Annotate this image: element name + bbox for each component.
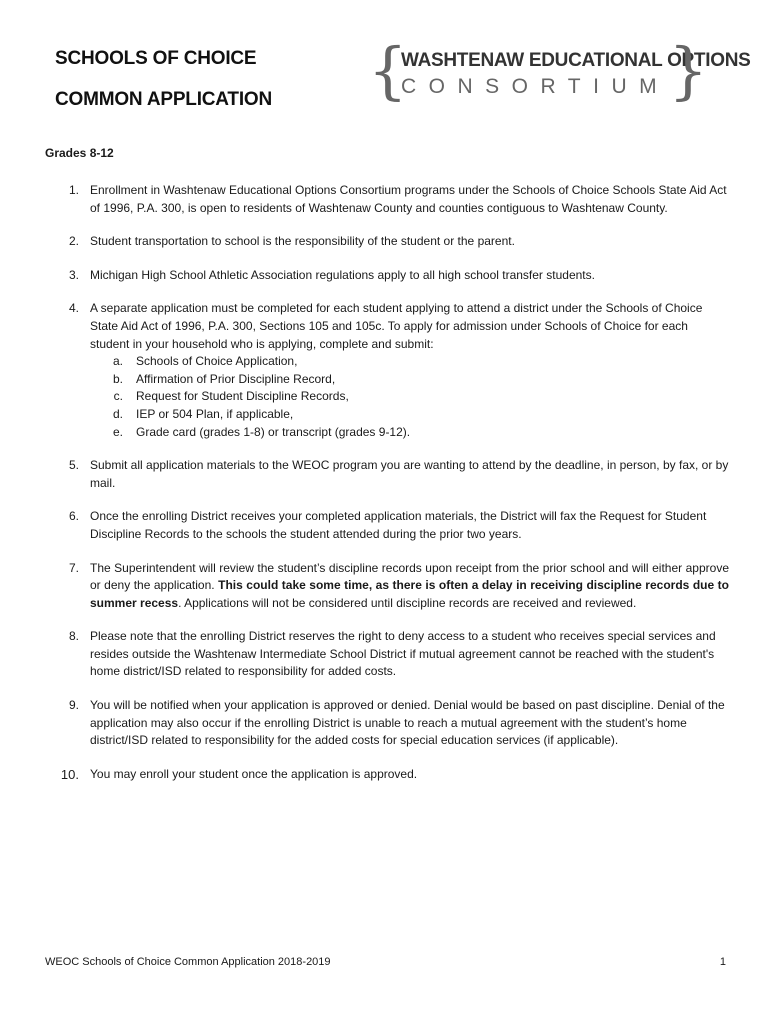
item-text: A separate application must be completed for each student applying to attend a district under the Schools of Choice State Aid Act of 1996, P.A. 300, Sections 105 and 105c. To apply for admission under Schools of Choice for each student in your household who is applying, complete and submit:: [90, 301, 703, 351]
logo-right-brace: }: [668, 34, 708, 107]
grades-label: Grades 8-12: [45, 146, 114, 160]
item-body: [90, 300, 729, 441]
item-number: 1.: [68, 183, 79, 197]
footer-document-title: WEOC Schools of Choice Common Application 2018-2019: [45, 956, 331, 968]
sub-item-letter: a.: [112, 354, 123, 369]
list-item-3: [45, 267, 729, 285]
sub-item-text: Schools of Choice Application,: [136, 354, 298, 369]
item-text-after: . Applications will not be considered until discipline records are received and reviewed.: [178, 595, 637, 610]
logo-line2: CONSORTIUM: [401, 75, 670, 98]
list-item-9: [45, 697, 729, 750]
list-item-8: [45, 628, 729, 681]
item-number: 8.: [68, 629, 79, 644]
item-text: You may enroll your student once the application is approved.: [90, 766, 418, 781]
page-title-line2: COMMON APPLICATION: [55, 89, 272, 110]
sub-item: [90, 406, 729, 424]
list-item-1: [45, 182, 729, 217]
item-number: 5.: [68, 458, 79, 473]
item-number: 10.: [60, 766, 79, 782]
sub-item: [90, 353, 729, 371]
item-text-before: The Superintendent will review the student’s discipline records upon receipt from the prior school and will either approve or deny the application.: [90, 560, 729, 593]
weoc-logo: [368, 34, 751, 110]
item-text: Michigan High School Athletic Association regulations apply to all high school transfer students.: [90, 267, 595, 282]
item-text: You will be notified when your application is approved or denied. Denial would be based on past discipline. Denial of the application may also occur if the enrolling District is unable to reach a mutual agreement with the student’s home district/ISD related to responsibility for the added costs for special education services (if applicable).: [90, 698, 725, 748]
list-item-10: [45, 766, 729, 784]
item-number: 2.: [68, 234, 79, 249]
requirements-list: [45, 182, 729, 799]
item-number: 4.: [68, 301, 79, 316]
sub-item-letter: b.: [112, 371, 123, 386]
item-number: 9.: [68, 698, 79, 713]
list-item-2: [45, 233, 729, 251]
item-number: 7.: [68, 560, 79, 575]
list-item-4: [45, 300, 729, 441]
item-text-bold: This could take some time, as there is often a delay in receiving discipline records due to summer recess: [90, 578, 730, 610]
sub-list: [90, 353, 729, 441]
item-text: Submit all application materials to the WEOC program you are wanting to attend by the deadline, in person, by fax, or by mail.: [90, 458, 729, 490]
list-item-7: [45, 560, 729, 613]
footer-page-number: 1: [719, 956, 726, 968]
sub-item-text: Affirmation of Prior Discipline Record,: [136, 371, 336, 386]
sub-item-text: IEP or 504 Plan, if applicable,: [136, 406, 294, 421]
page-title-line1: SCHOOLS OF CHOICE: [55, 48, 257, 69]
sub-item-text: Grade card (grades 1-8) or transcript (grades 9-12).: [136, 424, 411, 439]
sub-item-letter: c.: [113, 389, 123, 404]
item-text: Student transportation to school is the responsibility of the student or the parent.: [90, 234, 515, 249]
list-item-6: [45, 508, 729, 543]
item-number: 3.: [68, 267, 79, 282]
sub-item-letter: e.: [112, 424, 123, 439]
sub-item: [90, 388, 729, 406]
logo-left-brace: {: [368, 34, 408, 107]
sub-item-text: Request for Student Discipline Records,: [136, 389, 349, 404]
list-item-5: [45, 457, 729, 492]
item-text: Please note that the enrolling District reserves the right to deny access to a student who receives special services and resides outside the Washtenaw Intermediate School District if mutual agreement cannot be reached with the student's home district/ISD related to responsibility for added costs.: [90, 629, 716, 679]
logo-line1: WASHTENAW EDUCATIONAL OPTIONS: [401, 50, 751, 71]
sub-item-letter: d.: [112, 406, 123, 421]
sub-item: [90, 371, 729, 389]
sub-item: [90, 424, 729, 442]
item-text: [90, 560, 729, 613]
item-text: Once the enrolling District receives your completed application materials, the District will fax the Request for Student Discipline Records to the schools the student attended during the prior two years.: [90, 509, 707, 541]
item-text: Enrollment in Washtenaw Educational Options Consortium programs under the Schools of Choice Schools State Aid Act of 1996, P.A. 300, is open to residents of Washtenaw County and counties contiguous to Washtenaw County.: [90, 183, 727, 215]
item-number: 6.: [68, 509, 79, 524]
